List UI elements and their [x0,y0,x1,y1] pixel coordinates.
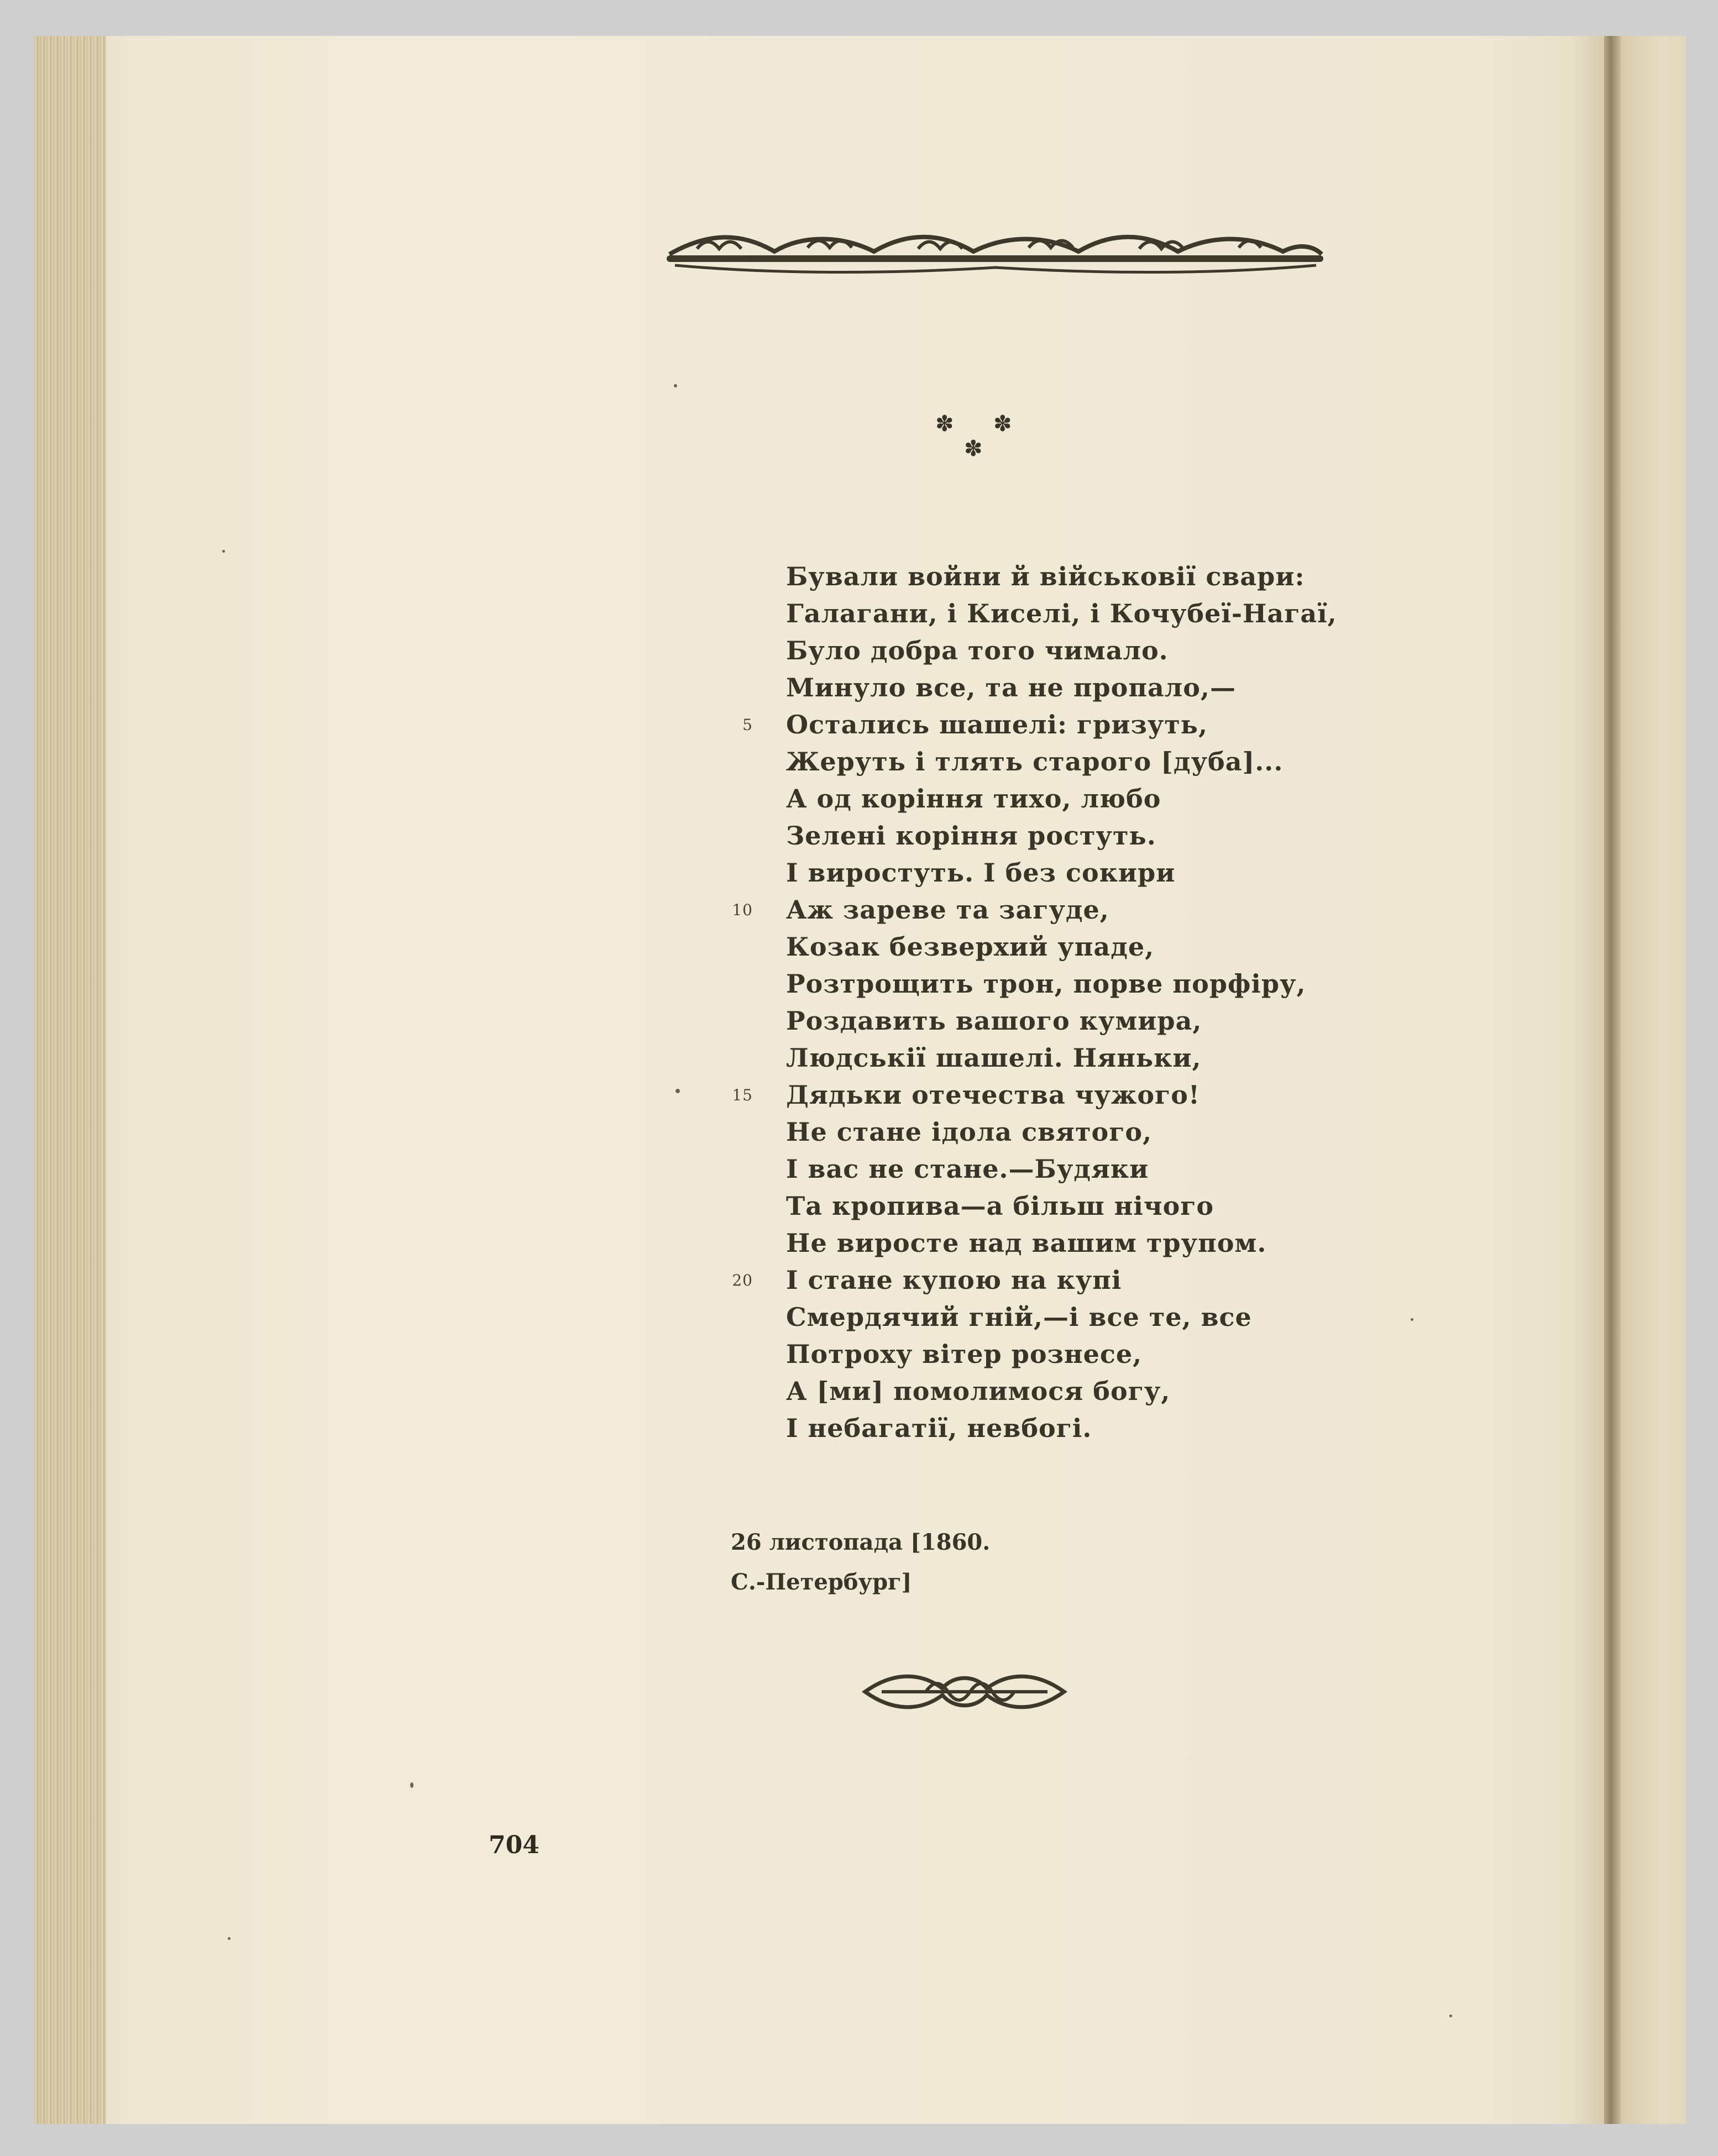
line-text: Зелені коріння ростуть. [786,821,1156,851]
poem-line [720,891,1438,929]
poem-line [720,929,1438,966]
line-text: Людськії шашелі. Няньки, [786,1043,1202,1073]
poem-line [720,1040,1438,1077]
line-text: Не стане ідола святого, [786,1117,1153,1147]
line-text: Потроху вітер рознесе, [786,1339,1143,1369]
asterism-icon [924,398,1024,461]
line-text: Та кропива—а більш нічого [786,1191,1214,1221]
line-text: Козак безверхий упаде, [786,932,1155,962]
paper-speck [228,1937,231,1940]
line-number: 15 [732,1086,753,1104]
book-gutter [1604,36,1621,2124]
line-text: Аж зареве та загуде, [786,895,1109,925]
place-line: С.-Петербург] [731,1569,912,1595]
line-number: 10 [732,901,753,919]
line-number: 20 [732,1271,753,1289]
poem-line [720,817,1438,854]
paper-speck [410,1782,413,1788]
line-text: А од коріння тихо, любо [786,784,1161,814]
top-ornament-icon [664,227,1326,280]
page-number: 704 [489,1831,540,1859]
poem-line [720,1114,1438,1151]
line-text: Було добра того чимало. [786,636,1169,665]
poem-line [720,1151,1438,1188]
poem-line [720,558,1438,595]
poem-line [720,632,1438,669]
line-text: Смердячий гній,—і все те, все [786,1302,1252,1332]
poem-line [720,966,1438,1003]
line-text: Галагани, і Киселі, і Кочубеї-Нагаї, [786,599,1337,628]
paper-speck [222,550,225,553]
poem-line [720,1299,1438,1336]
line-text: А [ми] помолимося богу, [786,1376,1171,1406]
line-text: І стане купою на купі [786,1265,1122,1295]
line-text: Розтрощить трон, порве порфіру, [786,969,1306,999]
paper-speck [1411,1318,1413,1321]
svg-text:✽: ✽ [935,411,954,437]
poem-line [720,595,1438,632]
poem-line [720,1077,1438,1114]
poem-line [720,1225,1438,1262]
poem-line [720,1336,1438,1373]
line-text: Дядьки отечества чужого! [786,1080,1201,1110]
paper-speck [675,1089,680,1093]
poem-line [720,706,1438,743]
facing-page-edge [1621,36,1686,2124]
line-text: І виростуть. І без сокири [786,858,1176,888]
poem-line [720,743,1438,780]
line-text: Не виросте над вашим трупом. [786,1228,1267,1258]
svg-text:✽: ✽ [993,411,1012,437]
svg-text:* * *: * * * [924,398,944,408]
paper-speck [674,384,677,387]
poem-line [720,854,1438,891]
date-place-note [731,1523,990,1602]
poem-line [720,1003,1438,1040]
svg-text:✽: ✽ [964,436,983,461]
bottom-ornament-icon [860,1666,1070,1717]
poem-line [720,1262,1438,1299]
line-text: Остались шашелі: гризуть, [786,710,1208,739]
line-text: І вас не стане.—Будяки [786,1154,1149,1184]
line-text: І небагатії, невбогі. [786,1413,1092,1443]
line-text: Минуло все, та не пропало,— [786,673,1236,702]
scanned-book-spread [34,36,1686,2124]
poem-line [720,1373,1438,1410]
poem-line [720,1188,1438,1225]
paper-speck [1449,2015,1452,2017]
line-number: 5 [742,716,753,734]
poem-line [720,1410,1438,1447]
poem [720,558,1438,1447]
line-text: Роздавить вашого кумира, [786,1006,1202,1036]
book-page [34,36,1604,2124]
line-text: Жеруть і тлять старого [дуба]... [786,747,1284,777]
poem-line [720,780,1438,817]
page-fore-edges [34,36,106,2124]
line-text: Бували войни й військовії свари: [786,562,1305,591]
date-line: 26 листопада [1860. [731,1529,991,1555]
poem-line [720,669,1438,706]
